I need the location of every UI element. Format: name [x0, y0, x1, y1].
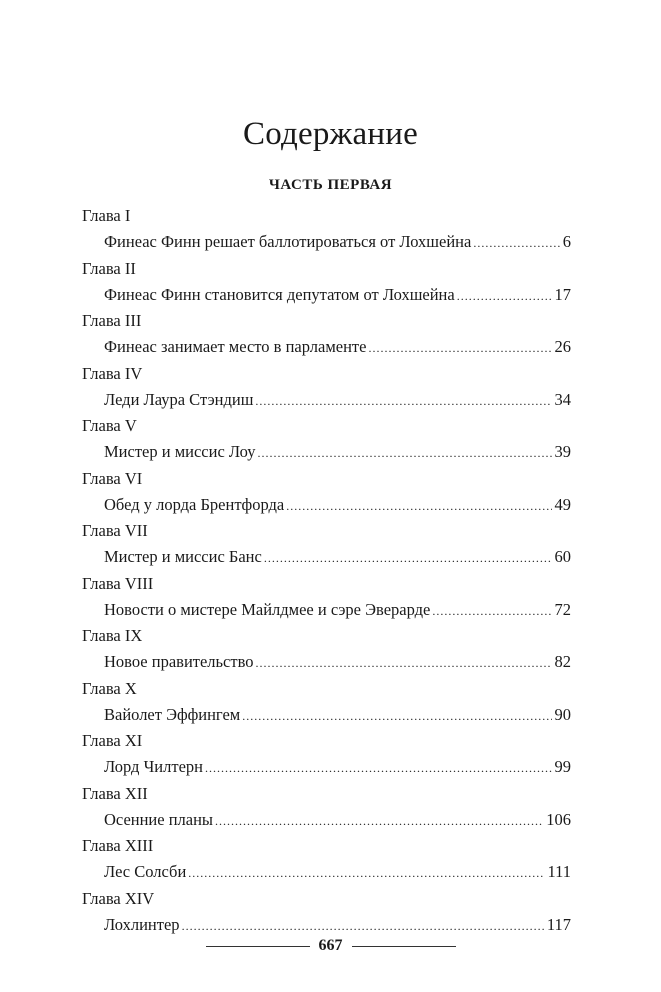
toc-chapter	[82, 203, 571, 256]
chapter-page-number: 111	[547, 862, 571, 881]
toc-entry[interactable]	[104, 806, 571, 833]
footer-rule-left	[206, 946, 310, 947]
chapter-title: Финеас Финн становится депутатом от Лохшейна	[104, 284, 455, 304]
dot-leader	[205, 755, 552, 782]
dot-leader	[215, 808, 543, 835]
toc-chapter	[82, 886, 571, 939]
chapter-title: Мистер и миссис Банс	[104, 547, 262, 566]
toc-chapter	[82, 308, 571, 361]
chapter-page-number: 99	[554, 757, 571, 776]
chapter-page-number: 72	[554, 599, 571, 619]
chapter-title: Вайолет Эффингем	[104, 704, 241, 724]
chapter-label: Глава IX	[82, 626, 143, 645]
chapter-page-number: 117	[546, 914, 571, 934]
toc-entry[interactable]	[104, 386, 571, 413]
chapter-title: Обед у лорда Брентфорда	[104, 494, 285, 514]
table-of-contents	[82, 203, 571, 938]
chapter-title: Мистер и миссис Лоу	[104, 442, 256, 461]
dot-leader	[256, 650, 552, 677]
footer-rule-right	[352, 946, 456, 947]
dot-leader	[242, 703, 551, 730]
chapter-label: Глава XIII	[82, 836, 154, 855]
toc-chapter	[82, 361, 571, 414]
chapter-label: Глава IV	[82, 363, 143, 383]
chapter-label: Глава II	[82, 258, 136, 278]
chapter-page-number: 6	[562, 232, 571, 251]
page-title: Содержание	[243, 116, 418, 152]
toc-entry[interactable]	[104, 596, 571, 623]
toc-entry[interactable]	[104, 438, 571, 465]
page-footer	[0, 936, 661, 956]
chapter-label: Глава VII	[82, 521, 148, 540]
chapter-title: Лорд Чилтерн	[104, 757, 203, 776]
dot-leader	[473, 230, 559, 257]
chapter-title: Леди Лаура Стэндиш	[104, 389, 254, 409]
toc-entry[interactable]	[104, 281, 571, 308]
dot-leader	[432, 598, 551, 625]
toc-chapter	[82, 623, 571, 676]
chapter-page-number: 106	[546, 809, 571, 829]
chapter-title: Лес Солсби	[104, 862, 187, 881]
chapter-title: Новое правительство	[104, 652, 254, 671]
toc-chapter	[82, 728, 571, 781]
toc-chapter	[82, 466, 571, 519]
dot-leader	[255, 388, 551, 415]
part-heading: ЧАСТЬ ПЕРВАЯ	[268, 177, 393, 193]
toc-entry[interactable]	[104, 648, 571, 675]
dot-leader	[258, 440, 552, 467]
toc-chapter	[82, 518, 571, 571]
toc-entry[interactable]	[104, 753, 571, 780]
chapter-label: Глава X	[82, 678, 137, 698]
chapter-page-number: 26	[554, 337, 571, 356]
toc-chapter	[82, 833, 571, 886]
chapter-label: Глава VIII	[82, 573, 154, 593]
dot-leader	[264, 545, 552, 572]
dot-leader	[286, 493, 551, 520]
chapter-page-number: 34	[554, 389, 571, 409]
chapter-label: Глава V	[82, 416, 137, 435]
folio-page-number: 667	[318, 937, 343, 954]
chapter-title: Финеас занимает место в парламенте	[104, 337, 367, 356]
toc-chapter	[82, 413, 571, 466]
toc-chapter	[82, 256, 571, 309]
chapter-title: Осенние планы	[104, 809, 214, 829]
toc-chapter	[82, 676, 571, 729]
toc-entry[interactable]	[104, 491, 571, 518]
toc-entry[interactable]	[104, 543, 571, 570]
chapter-label: Глава I	[82, 206, 131, 225]
chapter-label: Глава XII	[82, 783, 148, 803]
toc-entry[interactable]	[104, 911, 571, 938]
chapter-label: Глава III	[82, 311, 142, 330]
chapter-page-number: 82	[554, 652, 571, 671]
chapter-page-number: 49	[554, 494, 571, 514]
toc-entry[interactable]	[104, 858, 571, 885]
chapter-title: Финеас Финн решает баллотироваться от Лохшейна	[104, 232, 472, 251]
chapter-label: Глава XI	[82, 731, 143, 750]
chapter-page-number: 60	[554, 547, 571, 566]
chapter-title: Новости о мистере Майлдмее и сэре Эверарде	[104, 599, 431, 619]
toc-chapter	[82, 571, 571, 624]
toc-chapter	[82, 781, 571, 834]
chapter-page-number: 17	[554, 284, 571, 304]
dot-leader	[457, 283, 552, 310]
toc-entry[interactable]	[104, 228, 571, 255]
chapter-page-number: 39	[554, 442, 571, 461]
toc-entry[interactable]	[104, 701, 571, 728]
dot-leader	[368, 335, 551, 362]
chapter-page-number: 90	[554, 704, 571, 724]
chapter-label: Глава XIV	[82, 888, 155, 908]
toc-entry[interactable]	[104, 333, 571, 360]
chapter-title: Лохлинтер	[104, 914, 180, 934]
dot-leader	[188, 860, 544, 887]
chapter-label: Глава VI	[82, 468, 143, 488]
